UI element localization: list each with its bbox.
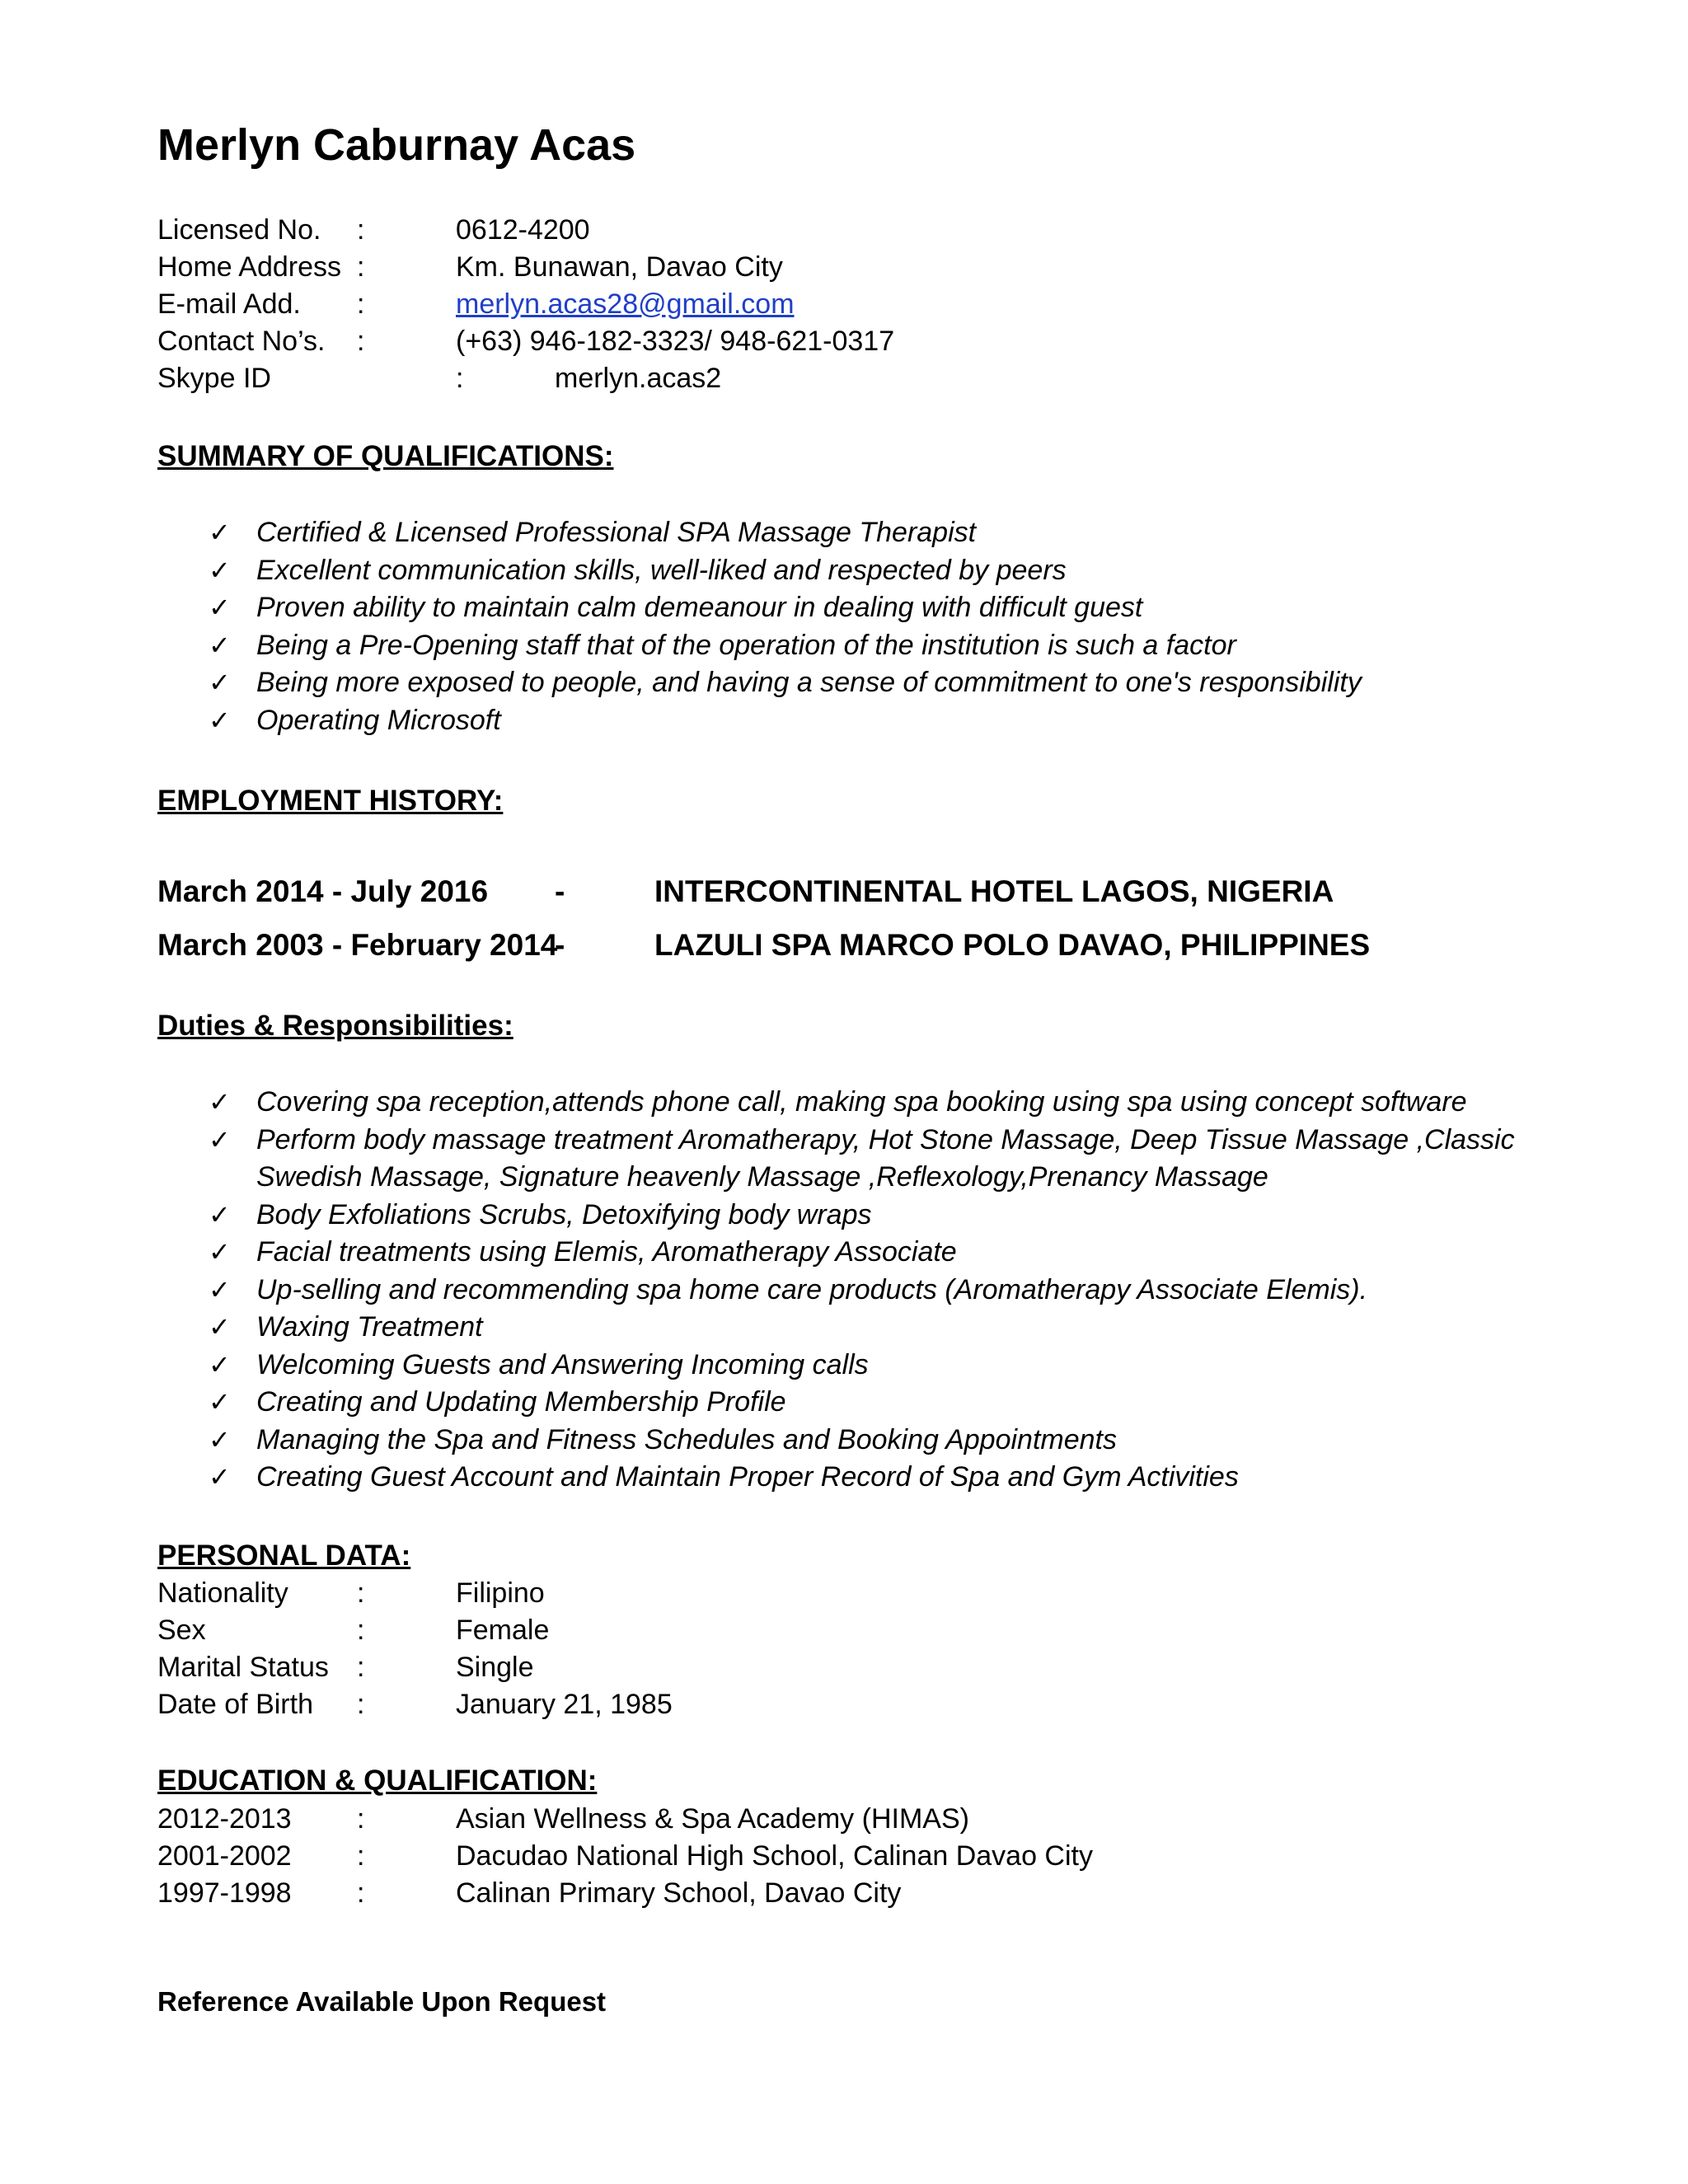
contact-numbers: (+63) 946-182-3323/ 948-621-0317	[456, 326, 895, 357]
applicant-name: Merlyn Caburnay Acas	[157, 120, 636, 170]
email-link[interactable]: merlyn.acas28@gmail.com	[456, 288, 795, 320]
field-separator: :	[357, 1877, 365, 1909]
field-value: Filipino	[456, 1577, 545, 1609]
list-item: ✓ Creating Guest Account and Maintain Proper Record of Spa and Gym Activities	[157, 1459, 1526, 1497]
field-value: Female	[456, 1615, 550, 1646]
check-icon: ✓	[209, 1462, 231, 1492]
job-separator: -	[555, 874, 565, 908]
personal-data-heading: PERSONAL DATA:	[157, 1540, 411, 1572]
education-years: 2012-2013	[157, 1803, 292, 1835]
list-item: ✓ Body Exfoliations Scrubs, Detoxifying body wraps	[157, 1197, 1526, 1235]
list-item: ✓ Up-selling and recommending spa home care products (Aromatherapy Associate Elemis).	[157, 1272, 1526, 1310]
list-item: ✓ Covering spa reception,attends phone call, making spa booking using spa using concept software	[157, 1084, 1526, 1122]
field-label: Home Address	[157, 251, 341, 283]
list-item: ✓ Creating and Updating Membership Profile	[157, 1384, 1526, 1422]
education-school: Dacudao National High School, Calinan Davao City	[456, 1840, 1093, 1872]
job-organization: INTERCONTINENTAL HOTEL LAGOS, NIGERIA	[654, 874, 1334, 908]
field-value: January 21, 1985	[456, 1689, 673, 1720]
job-separator: -	[555, 928, 565, 962]
check-icon: ✓	[209, 630, 231, 660]
list-item: ✓ Welcoming Guests and Answering Incoming calls	[157, 1347, 1526, 1385]
field-label: Marital Status	[157, 1652, 329, 1683]
check-icon: ✓	[209, 1312, 231, 1342]
check-icon: ✓	[209, 1124, 231, 1155]
summary-heading: SUMMARY OF QUALIFICATIONS:	[157, 440, 614, 472]
check-icon: ✓	[209, 1387, 231, 1417]
list-item: ✓ Being a Pre-Opening staff that of the operation of the institution is such a factor	[157, 627, 1559, 665]
education-heading: EDUCATION & QUALIFICATION:	[157, 1765, 598, 1797]
check-icon: ✓	[209, 1424, 231, 1455]
check-icon: ✓	[209, 1237, 231, 1267]
check-icon: ✓	[209, 1274, 231, 1305]
field-label: Sex	[157, 1615, 206, 1646]
check-icon: ✓	[209, 555, 231, 585]
field-separator: :	[357, 326, 365, 357]
list-item: ✓ Waxing Treatment	[157, 1309, 1526, 1347]
field-label: Date of Birth	[157, 1689, 313, 1720]
job-organization: LAZULI SPA MARCO POLO DAVAO, PHILIPPINES	[654, 928, 1371, 962]
field-separator: :	[456, 363, 464, 394]
check-icon: ✓	[209, 705, 231, 735]
field-label: Contact No’s.	[157, 326, 326, 357]
education-years: 2001-2002	[157, 1840, 292, 1872]
field-separator: :	[357, 1652, 365, 1683]
license-number: 0612-4200	[456, 214, 590, 246]
field-separator: :	[357, 214, 365, 246]
employment-heading: EMPLOYMENT HISTORY:	[157, 785, 504, 817]
field-separator: :	[357, 1577, 365, 1609]
list-item: ✓ Being more exposed to people, and having a sense of commitment to one's responsibility	[157, 664, 1559, 702]
list-item: ✓ Operating Microsoft	[157, 702, 1559, 740]
field-label: Nationality	[157, 1577, 288, 1609]
reference-note: Reference Available Upon Request	[157, 1986, 607, 2017]
field-label: Licensed No.	[157, 214, 321, 246]
field-label: Skype ID	[157, 363, 271, 394]
job-dates: March 2003 - February 2014	[157, 928, 558, 962]
field-separator: :	[357, 1615, 365, 1646]
list-item: ✓ Excellent communication skills, well-liked and respected by peers	[157, 552, 1559, 590]
check-icon: ✓	[209, 1087, 231, 1117]
field-separator: :	[357, 1689, 365, 1720]
field-separator: :	[357, 288, 365, 320]
list-item: ✓ Facial treatments using Elemis, Aromatherapy Associate	[157, 1234, 1526, 1272]
field-value: Single	[456, 1652, 534, 1683]
skype-id: merlyn.acas2	[555, 363, 722, 394]
check-icon: ✓	[209, 668, 231, 697]
check-icon: ✓	[209, 518, 231, 547]
check-icon: ✓	[209, 1199, 231, 1230]
duties-list	[157, 1084, 1526, 1497]
summary-list	[157, 514, 1559, 739]
list-item: ✓ Perform body massage treatment Aromatherapy, Hot Stone Massage, Deep Tissue Massage ,Classic Swedish Massage, Signature heavenly Massage ,Reflexology,Prenancy Massage	[157, 1122, 1526, 1197]
list-item: ✓ Managing the Spa and Fitness Schedules and Booking Appointments	[157, 1422, 1526, 1460]
duties-heading: Duties & Responsibilities:	[157, 1010, 513, 1042]
field-label: E-mail Add.	[157, 288, 301, 320]
list-item: ✓ Proven ability to maintain calm demeanour in dealing with difficult guest	[157, 589, 1559, 627]
field-separator: :	[357, 251, 365, 283]
education-years: 1997-1998	[157, 1877, 292, 1909]
check-icon: ✓	[209, 593, 231, 622]
check-icon: ✓	[209, 1349, 231, 1380]
job-dates: March 2014 - July 2016	[157, 874, 489, 908]
education-school: Calinan Primary School, Davao City	[456, 1877, 902, 1909]
field-separator: :	[357, 1840, 365, 1872]
education-school: Asian Wellness & Spa Academy (HIMAS)	[456, 1803, 969, 1835]
home-address: Km. Bunawan, Davao City	[456, 251, 783, 283]
field-separator: :	[357, 1803, 365, 1835]
list-item: ✓ Certified & Licensed Professional SPA Massage Therapist	[157, 514, 1559, 552]
